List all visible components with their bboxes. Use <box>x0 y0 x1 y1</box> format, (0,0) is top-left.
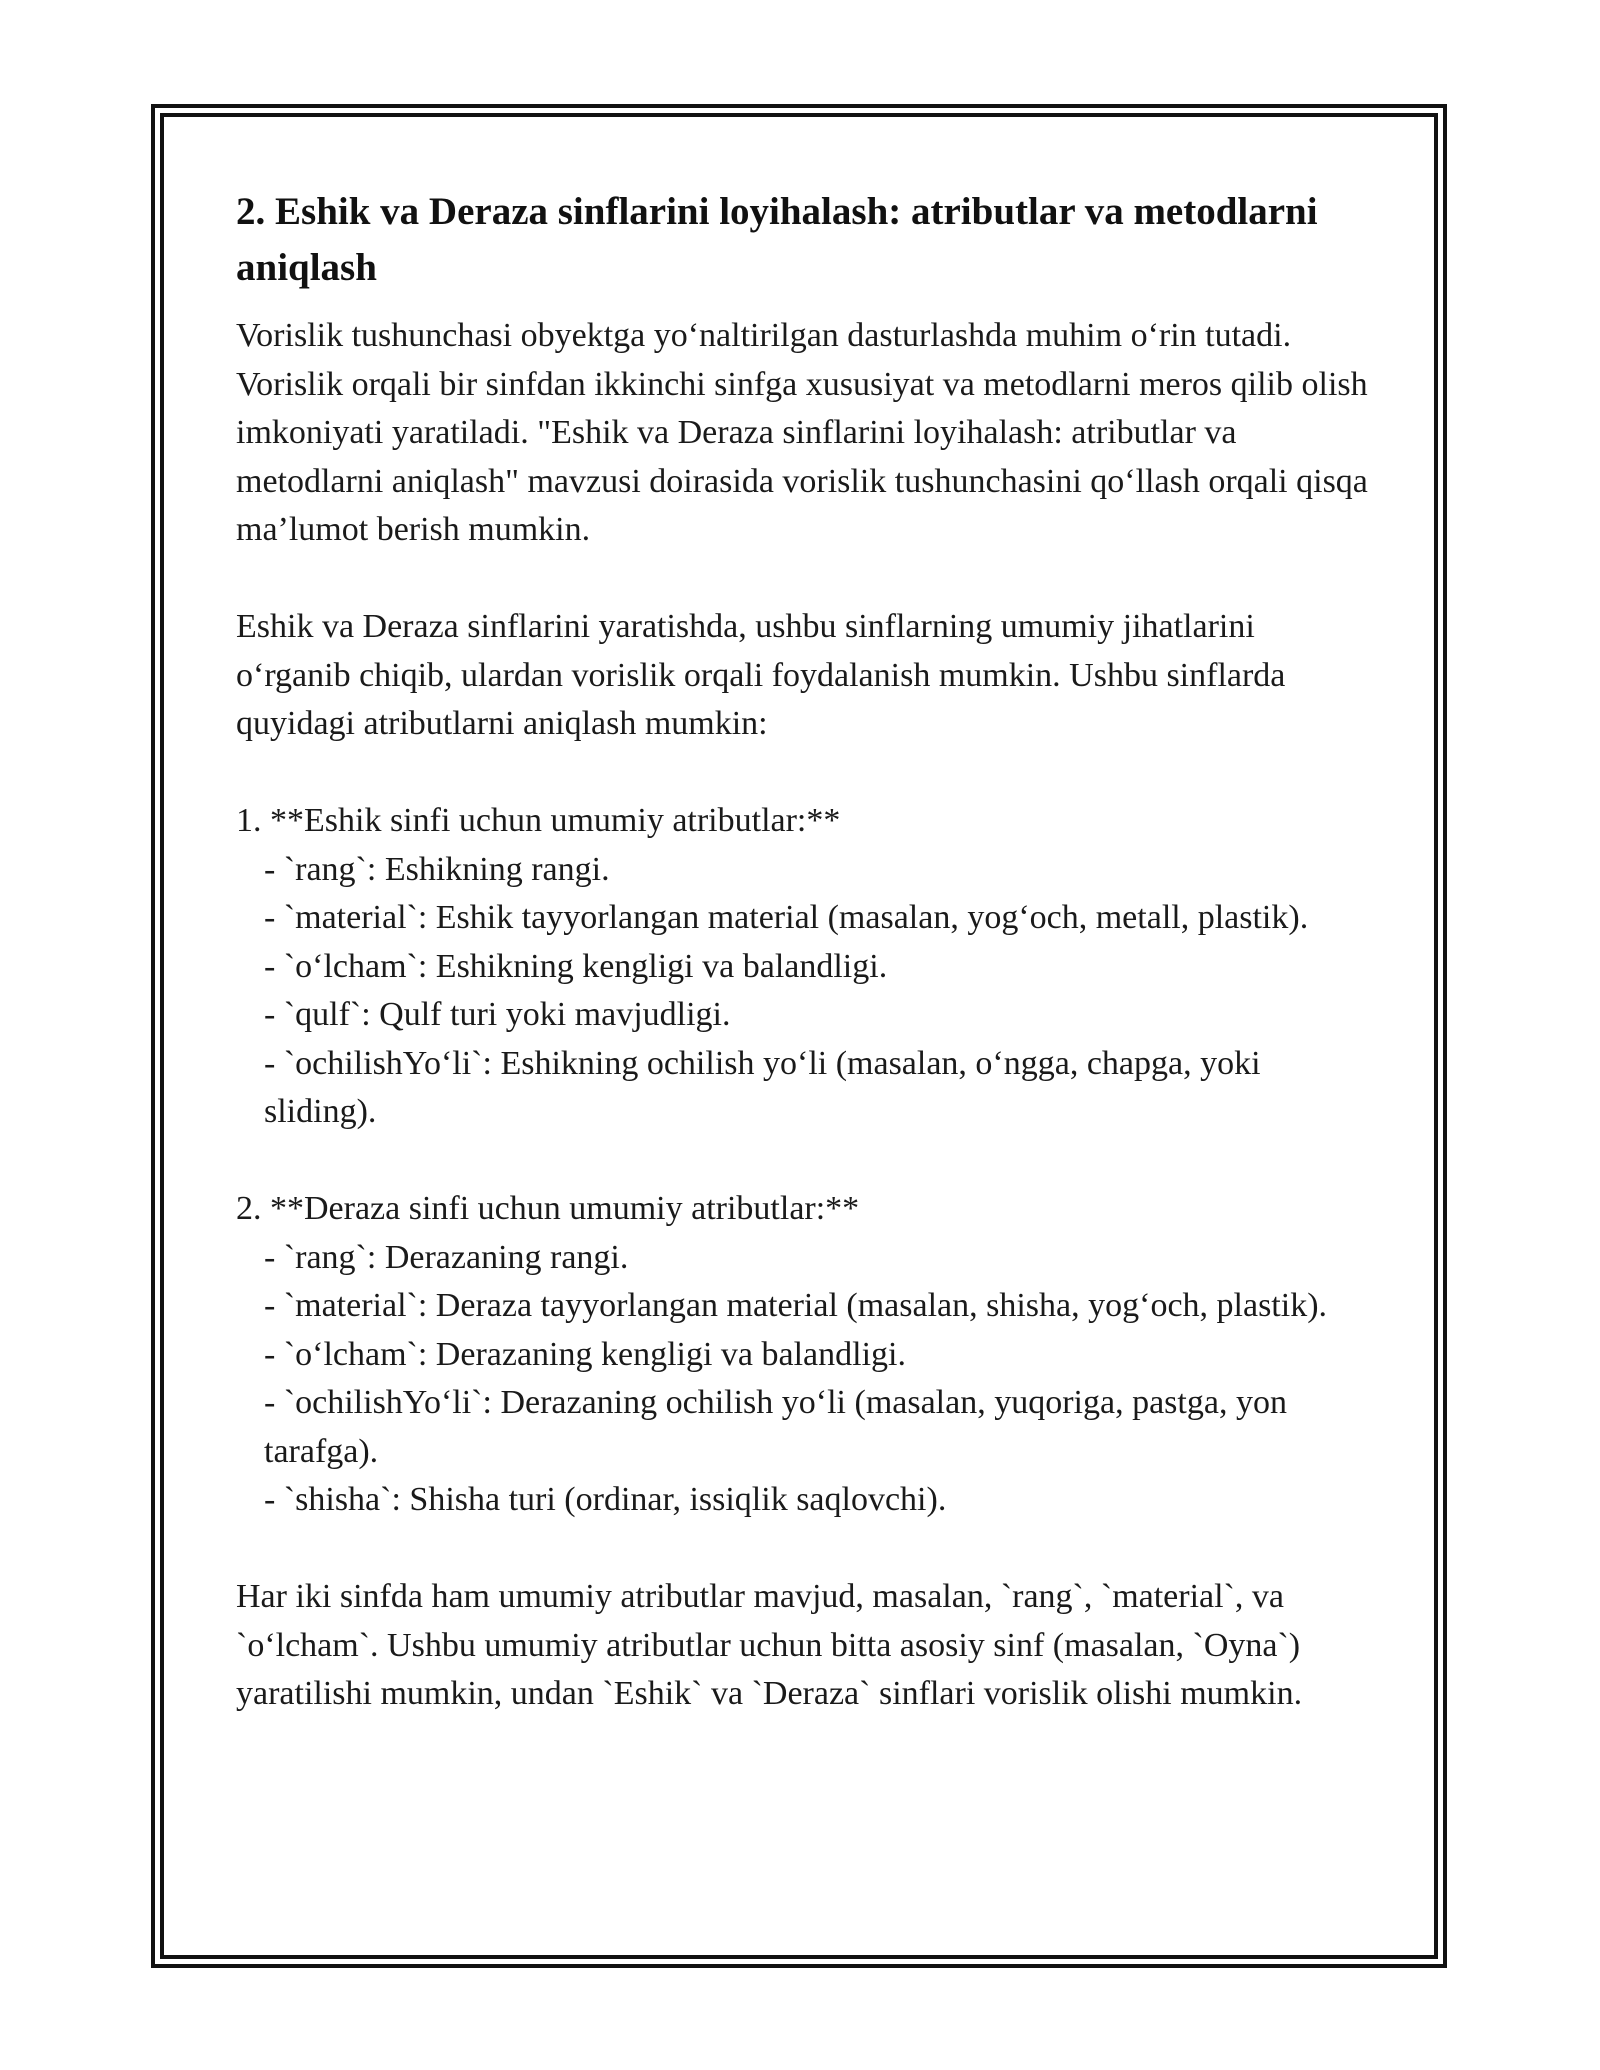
section-title: 2. Eshik va Deraza sinflarini loyihalash: atributlar va metodlarni aniqlash <box>236 190 1318 289</box>
closing-paragraph: Har iki sinfda ham umumiy atributlar mavjud, masalan, `rang`, `material`, va `o‘lcham`. Ushbu umumiy atributlar uchun bitta asosiy sinf (masalan, `Oyna`) yaratilishi mumkin, undan `Eshik` va `Deraza` sinflari vorislik olishi mumkin. <box>236 1578 1303 1712</box>
paragraph-spacer <box>236 555 1376 604</box>
list-item: - `rang`: Derazaning rangi. <box>264 1238 629 1276</box>
list-item: - `shisha`: Shisha turi (ordinar, issiqlik saqlovchi). <box>264 1481 947 1518</box>
list-item: - `o‘lcham`: Derazaning kengligi va balandligi. <box>264 1335 906 1373</box>
list-item: - `qulf`: Qulf turi yoki mavjudligi. <box>264 996 731 1033</box>
list-item: - `material`: Eshik tayyorlangan material (masalan, yog‘och, metall, plastik). <box>264 899 1309 936</box>
intro-paragraph: Vorislik tushunchasi obyektga yo‘naltirilgan dasturlashda muhim o‘rin tutadi. Vorislik orqali bir sinfdan ikkinchi sinfga xususiyat va metodlarni meros qilib olish imkoniyati yaratiladi. "Eshik va Deraza sinflarini loyihalash: atributlar va metodlarni aniqlash" mavzusi doirasida vorislik tushunchasini qo‘llash orqali qisqa ma’lumot berish mumkin. <box>236 317 1368 548</box>
list-item: - `rang`: Eshikning rangi. <box>264 850 610 888</box>
paragraph-spacer <box>236 749 1376 798</box>
document-body <box>236 184 1376 1719</box>
list-item: - `ochilishYo‘li`: Derazaning ochilish yo‘li (masalan, yuqoriga, pastga, yon tarafga). <box>264 1384 1296 1470</box>
list-item: - `material`: Deraza tayyorlangan material (masalan, shisha, yog‘och, plastik). <box>264 1287 1328 1324</box>
deraza-attributes-list <box>236 1185 1376 1525</box>
list-item: - `o‘lcham`: Eshikning kengligi va balandligi. <box>264 947 888 985</box>
second-paragraph: Eshik va Deraza sinflarini yaratishda, ushbu sinflarning umumiy jihatlarini o‘rganib chiqib, ulardan vorislik orqali foydalanish mumkin. Ushbu sinflarda quyidagi atributlarni aniqlash mumkin: <box>236 608 1286 742</box>
eshik-attributes-list <box>236 797 1376 1137</box>
list-item: - `ochilishYo‘li`: Eshikning ochilish yo‘li (masalan, o‘ngga, chapga, yoki sliding). <box>264 1044 1270 1130</box>
paragraph-spacer <box>236 1525 1376 1574</box>
list-heading: 2. **Deraza sinfi uchun umumiy atributlar:** <box>236 1190 860 1227</box>
list-heading: 1. **Eshik sinfi uchun umumiy atributlar:** <box>236 802 841 839</box>
paragraph-spacer <box>236 1137 1376 1186</box>
